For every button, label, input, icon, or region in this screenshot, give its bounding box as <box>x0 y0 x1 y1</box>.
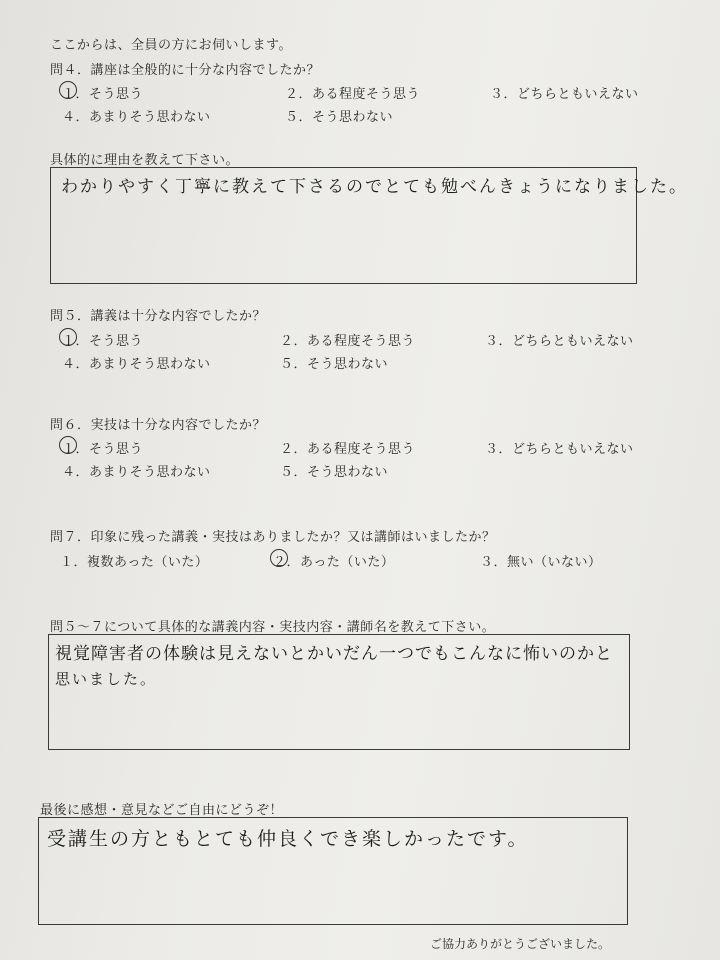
detail-handwritten-line-2: 思いました。 <box>55 670 158 688</box>
q4-option-5: ５．そう思わない <box>285 110 394 125</box>
q6-option-4: ４．あまりそう思わない <box>62 465 211 480</box>
detail-handwritten-line-1: 視覚障害者の体験は見えないとかいだん一つでもこんなに怖いのかと <box>55 644 613 664</box>
q4-option-3: ３．どちらともいえない <box>490 87 639 102</box>
q6-question: 問６．実技は十分な内容でしたか？ <box>50 418 267 433</box>
q6-option-2: ２．ある程度そう思う <box>280 442 416 457</box>
final-answer-box <box>38 817 628 925</box>
final-label: 最後に感想・意見などご自由にどうぞ！ <box>40 803 284 818</box>
final-handwritten-answer: 受講生の方ともとても仲良くでき楽しかったです。 <box>47 828 529 850</box>
reason-label: 具体的に理由を教えて下さい。 <box>50 153 240 168</box>
q7-option-2: ２．あった（いた） <box>273 555 395 570</box>
q6-option-5: ５．そう思わない <box>280 465 389 480</box>
q4-option-4: ４．あまりそう思わない <box>62 110 211 125</box>
thank-you-footer: ご協力ありがとうございました。 <box>430 937 611 951</box>
q6-option-3: ３．どちらともいえない <box>485 442 634 457</box>
q7-question: 問７．印象に残った講義・実技はありましたか？又は講師はいましたか？ <box>50 530 496 545</box>
detail-label: 問５～７について具体的な講義内容・実技内容・講師名を教えて下さい。 <box>50 620 496 635</box>
reason-handwritten-answer: わかりやすく丁寧に教えて下さるのでとても勉べんきょうになりました。 <box>61 177 688 197</box>
q5-question: 問５．講義は十分な内容でしたか？ <box>50 309 267 324</box>
q7-option-3: ３．無い（いない） <box>480 555 602 570</box>
reason-answer-box <box>50 167 688 284</box>
q4-option-1: １．そう思う <box>62 87 144 102</box>
q5-option-1: １．そう思う <box>62 334 144 349</box>
detail-answer-box <box>48 634 630 750</box>
q5-option-2: ２．ある程度そう思う <box>280 334 416 349</box>
q4-question: 問４．講座は全般的に十分な内容でしたか？ <box>50 63 321 78</box>
q4-option-2: ２．ある程度そう思う <box>285 87 421 102</box>
intro-text: ここからは、全員の方にお伺いします。 <box>50 38 292 53</box>
q7-option-1: １．複数あった（いた） <box>60 555 209 570</box>
q5-option-5: ５．そう思わない <box>280 357 389 372</box>
q5-option-3: ３．どちらともいえない <box>485 334 634 349</box>
q5-option-4: ４．あまりそう思わない <box>62 357 211 372</box>
q6-option-1: １．そう思う <box>62 442 144 457</box>
